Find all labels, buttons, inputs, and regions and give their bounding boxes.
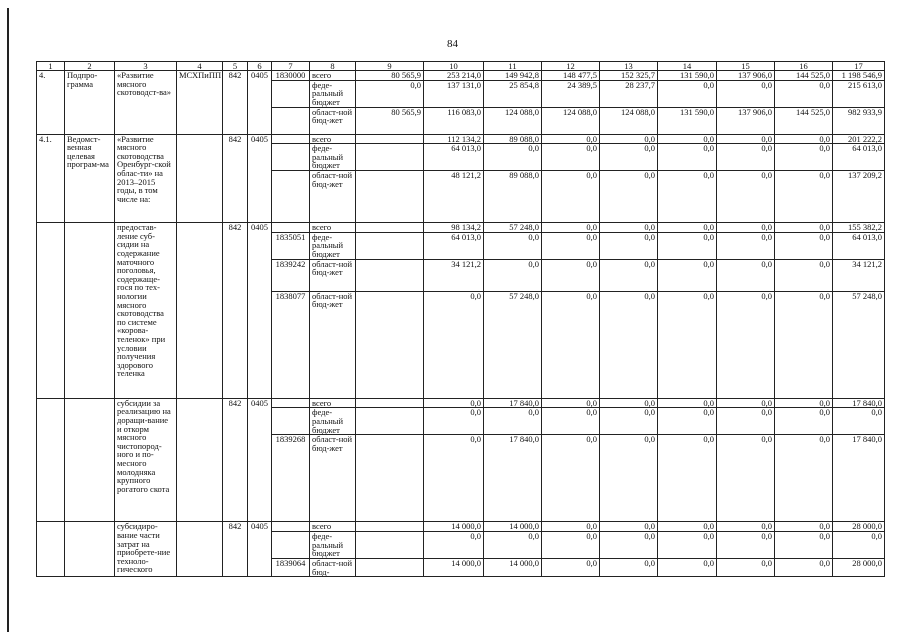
column-header: 15 — [717, 62, 775, 71]
amount-cell — [356, 522, 424, 532]
amount-cell: 0,0 — [775, 80, 833, 107]
amount-cell: 0,0 — [484, 259, 542, 291]
responsible-cell: МСХПиПП — [177, 71, 223, 135]
amount-cell: 0,0 — [600, 435, 658, 522]
amount-cell: 0,0 — [717, 522, 775, 532]
amount-cell: 0,0 — [775, 531, 833, 558]
amount-cell: 148 477,5 — [542, 71, 600, 81]
amount-cell: 17 840,0 — [833, 398, 885, 408]
program-type-cell — [65, 398, 115, 522]
amount-cell — [356, 558, 424, 576]
amount-cell: 0,0 — [775, 522, 833, 532]
column-header: 13 — [600, 62, 658, 71]
amount-cell: 0,0 — [775, 408, 833, 435]
amount-cell: 0,0 — [658, 531, 717, 558]
amount-cell: 0,0 — [775, 291, 833, 398]
column-header: 11 — [484, 62, 542, 71]
table-row — [37, 522, 885, 532]
column-header: 10 — [424, 62, 484, 71]
amount-cell: 0,0 — [717, 435, 775, 522]
funding-source-cell: всего — [310, 398, 356, 408]
amount-cell: 0,0 — [542, 291, 600, 398]
amount-cell — [356, 223, 424, 233]
amount-cell: 0,0 — [658, 522, 717, 532]
responsible-cell — [177, 398, 223, 522]
amount-cell: 57 248,0 — [833, 291, 885, 398]
amount-cell — [356, 398, 424, 408]
amount-cell: 0,0 — [600, 531, 658, 558]
amount-cell: 0,0 — [717, 558, 775, 576]
amount-cell: 0,0 — [600, 558, 658, 576]
amount-cell: 0,0 — [424, 398, 484, 408]
table-row — [37, 223, 885, 233]
amount-cell: 0,0 — [717, 144, 775, 171]
amount-cell: 0,0 — [542, 435, 600, 522]
funding-source-cell: всего — [310, 522, 356, 532]
amount-cell: 17 840,0 — [833, 435, 885, 522]
funding-source-cell: всего — [310, 71, 356, 81]
amount-cell: 982 933,9 — [833, 107, 885, 134]
page-number: 84 — [447, 38, 458, 50]
column-header: 7 — [272, 62, 310, 71]
amount-cell: 0,0 — [833, 408, 885, 435]
amount-cell: 0,0 — [542, 134, 600, 144]
amount-cell: 25 854,8 — [484, 80, 542, 107]
amount-cell: 0,0 — [775, 259, 833, 291]
amount-cell: 0,0 — [356, 80, 424, 107]
amount-cell: 152 325,7 — [600, 71, 658, 81]
amount-cell: 0,0 — [542, 522, 600, 532]
amount-cell: 0,0 — [833, 531, 885, 558]
program-name-cell: «Развитие мясного скотоводст-ва» — [115, 71, 177, 135]
row-number-cell — [37, 398, 65, 522]
amount-cell — [356, 232, 424, 259]
amount-cell: 0,0 — [600, 144, 658, 171]
amount-cell: 0,0 — [600, 408, 658, 435]
amount-cell: 14 000,0 — [424, 558, 484, 576]
target-article-cell: 1839268 — [272, 435, 310, 522]
amount-cell: 0,0 — [658, 408, 717, 435]
amount-cell: 0,0 — [600, 134, 658, 144]
funding-source-cell: област-ной бюд-жет — [310, 291, 356, 398]
amount-cell: 0,0 — [717, 134, 775, 144]
amount-cell: 0,0 — [600, 223, 658, 233]
amount-cell: 0,0 — [542, 232, 600, 259]
amount-cell: 0,0 — [424, 435, 484, 522]
funding-source-cell: феде-ральный бюджет — [310, 80, 356, 107]
amount-cell: 0,0 — [424, 291, 484, 398]
amount-cell: 0,0 — [775, 223, 833, 233]
amount-cell: 0,0 — [542, 398, 600, 408]
amount-cell: 112 134,2 — [424, 134, 484, 144]
grbs-code-cell: 842 — [223, 522, 248, 577]
funding-source-cell: област-ной бюд-жет — [310, 107, 356, 134]
amount-cell: 48 121,2 — [424, 171, 484, 223]
amount-cell — [356, 408, 424, 435]
amount-cell: 0,0 — [542, 531, 600, 558]
responsible-cell — [177, 223, 223, 399]
amount-cell: 80 565,9 — [356, 107, 424, 134]
amount-cell: 24 389,5 — [542, 80, 600, 107]
amount-cell: 64 013,0 — [424, 144, 484, 171]
amount-cell: 149 942,8 — [484, 71, 542, 81]
amount-cell: 0,0 — [658, 223, 717, 233]
amount-cell: 0,0 — [658, 171, 717, 223]
amount-cell: 0,0 — [717, 291, 775, 398]
amount-cell: 0,0 — [658, 144, 717, 171]
amount-cell: 17 840,0 — [484, 398, 542, 408]
funding-source-cell: област-ной бюд- — [310, 558, 356, 576]
amount-cell: 34 121,2 — [833, 259, 885, 291]
amount-cell: 0,0 — [424, 531, 484, 558]
amount-cell: 0,0 — [717, 408, 775, 435]
amount-cell: 215 613,0 — [833, 80, 885, 107]
section-code-cell: 0405 — [248, 522, 272, 577]
amount-cell: 137 209,2 — [833, 171, 885, 223]
table-row — [37, 71, 885, 81]
section-code-cell: 0405 — [248, 71, 272, 135]
responsible-cell — [177, 522, 223, 577]
amount-cell: 0,0 — [717, 259, 775, 291]
row-number-cell — [37, 223, 65, 399]
row-number-cell: 4.1. — [37, 134, 65, 223]
section-code-cell: 0405 — [248, 223, 272, 399]
program-name-cell: «Развитие мясного скотоводства Оренбург-ской облас-ти» на 2013–2015 годы, в том числе на: — [115, 134, 177, 223]
target-article-cell: 1838077 — [272, 291, 310, 398]
amount-cell: 0,0 — [775, 144, 833, 171]
amount-cell: 0,0 — [542, 259, 600, 291]
amount-cell: 137 906,0 — [717, 107, 775, 134]
amount-cell: 0,0 — [600, 171, 658, 223]
amount-cell: 0,0 — [717, 223, 775, 233]
amount-cell: 0,0 — [600, 522, 658, 532]
grbs-code-cell: 842 — [223, 223, 248, 399]
amount-cell: 0,0 — [542, 171, 600, 223]
target-article-cell — [272, 522, 310, 532]
amount-cell: 0,0 — [542, 223, 600, 233]
section-code-cell: 0405 — [248, 398, 272, 522]
column-number-row — [37, 62, 885, 71]
program-name-cell: субсидии за реализацию на доращи-вание и откорм мясного чистопород-ного и по-месного молодняка крупного рогатого скота — [115, 398, 177, 522]
amount-cell: 89 088,0 — [484, 171, 542, 223]
table-body — [37, 71, 885, 577]
target-article-cell: 1839242 — [272, 259, 310, 291]
column-header: 5 — [223, 62, 248, 71]
amount-cell: 0,0 — [424, 408, 484, 435]
amount-cell: 14 000,0 — [484, 558, 542, 576]
target-article-cell — [272, 223, 310, 233]
amount-cell: 0,0 — [775, 134, 833, 144]
amount-cell: 17 840,0 — [484, 435, 542, 522]
amount-cell — [356, 144, 424, 171]
amount-cell: 116 083,0 — [424, 107, 484, 134]
amount-cell: 0,0 — [658, 435, 717, 522]
amount-cell: 0,0 — [717, 171, 775, 223]
row-number-cell: 4. — [37, 71, 65, 135]
target-article-cell — [272, 80, 310, 107]
amount-cell: 80 565,9 — [356, 71, 424, 81]
section-code-cell: 0405 — [248, 134, 272, 223]
amount-cell: 0,0 — [658, 558, 717, 576]
program-name-cell: предостав-ление суб-сидии на содержание маточного поголовья, содержаще-гося по тех-нологии мясного скотоводства по системе «корова-теленок» при условии получения здорового теленка — [115, 223, 177, 399]
funding-source-cell: област-ной бюд-жет — [310, 259, 356, 291]
amount-cell: 0,0 — [717, 232, 775, 259]
grbs-code-cell: 842 — [223, 134, 248, 223]
grbs-code-cell: 842 — [223, 398, 248, 522]
amount-cell: 14 000,0 — [424, 522, 484, 532]
amount-cell: 0,0 — [775, 398, 833, 408]
amount-cell — [356, 435, 424, 522]
amount-cell: 0,0 — [775, 171, 833, 223]
amount-cell: 89 088,0 — [484, 134, 542, 144]
amount-cell: 0,0 — [717, 80, 775, 107]
column-header: 4 — [177, 62, 223, 71]
funding-source-cell: феде-ральный бюджет — [310, 408, 356, 435]
amount-cell: 0,0 — [717, 398, 775, 408]
column-header: 12 — [542, 62, 600, 71]
amount-cell: 0,0 — [484, 408, 542, 435]
amount-cell: 144 525,0 — [775, 71, 833, 81]
amount-cell: 155 382,2 — [833, 223, 885, 233]
funding-source-cell: всего — [310, 223, 356, 233]
amount-cell: 0,0 — [600, 291, 658, 398]
amount-cell: 0,0 — [775, 232, 833, 259]
amount-cell: 64 013,0 — [833, 232, 885, 259]
column-header: 2 — [65, 62, 115, 71]
amount-cell: 0,0 — [658, 398, 717, 408]
amount-cell: 124 088,0 — [542, 107, 600, 134]
column-header: 1 — [37, 62, 65, 71]
grbs-code-cell: 842 — [223, 71, 248, 135]
amount-cell: 0,0 — [484, 232, 542, 259]
amount-cell: 57 248,0 — [484, 223, 542, 233]
column-header: 8 — [310, 62, 356, 71]
amount-cell: 64 013,0 — [424, 232, 484, 259]
responsible-cell — [177, 134, 223, 223]
amount-cell: 34 121,2 — [424, 259, 484, 291]
target-article-cell — [272, 107, 310, 134]
amount-cell: 28 237,7 — [600, 80, 658, 107]
amount-cell: 0,0 — [717, 531, 775, 558]
amount-cell — [356, 171, 424, 223]
amount-cell: 0,0 — [484, 531, 542, 558]
amount-cell: 0,0 — [775, 558, 833, 576]
column-header: 17 — [833, 62, 885, 71]
amount-cell: 131 590,0 — [658, 107, 717, 134]
column-header: 9 — [356, 62, 424, 71]
amount-cell: 0,0 — [542, 144, 600, 171]
amount-cell: 0,0 — [658, 232, 717, 259]
amount-cell: 0,0 — [542, 408, 600, 435]
table-row — [37, 398, 885, 408]
amount-cell: 201 222,2 — [833, 134, 885, 144]
program-type-cell — [65, 522, 115, 577]
target-article-cell: 1839064 — [272, 558, 310, 576]
amount-cell: 1 198 546,9 — [833, 71, 885, 81]
column-header: 3 — [115, 62, 177, 71]
target-article-cell: 1830000 — [272, 71, 310, 81]
funding-source-cell: област-ной бюд-жет — [310, 171, 356, 223]
amount-cell: 64 013,0 — [833, 144, 885, 171]
amount-cell: 0,0 — [658, 134, 717, 144]
amount-cell: 253 214,0 — [424, 71, 484, 81]
target-article-cell — [272, 171, 310, 223]
amount-cell: 137 131,0 — [424, 80, 484, 107]
amount-cell: 14 000,0 — [484, 522, 542, 532]
amount-cell: 0,0 — [600, 259, 658, 291]
funding-source-cell: област-ной бюд-жет — [310, 435, 356, 522]
amount-cell: 0,0 — [484, 144, 542, 171]
target-article-cell — [272, 398, 310, 408]
amount-cell: 124 088,0 — [600, 107, 658, 134]
row-number-cell — [37, 522, 65, 577]
amount-cell: 28 000,0 — [833, 558, 885, 576]
target-article-cell: 1835051 — [272, 232, 310, 259]
target-article-cell — [272, 144, 310, 171]
amount-cell: 0,0 — [600, 398, 658, 408]
column-header: 16 — [775, 62, 833, 71]
amount-cell: 0,0 — [658, 259, 717, 291]
table-row — [37, 134, 885, 144]
amount-cell: 0,0 — [658, 291, 717, 398]
amount-cell: 131 590,0 — [658, 71, 717, 81]
amount-cell — [356, 259, 424, 291]
amount-cell — [356, 291, 424, 398]
funding-source-cell: феде-ральный бюджет — [310, 144, 356, 171]
column-header: 6 — [248, 62, 272, 71]
amount-cell — [356, 531, 424, 558]
column-header: 14 — [658, 62, 717, 71]
program-name-cell: субсидиро-вание части затрат на приобрете-ние техноло-гического — [115, 522, 177, 577]
funding-source-cell: феде-ральный бюджет — [310, 232, 356, 259]
funding-source-cell: феде-ральный бюджет — [310, 531, 356, 558]
amount-cell: 57 248,0 — [484, 291, 542, 398]
amount-cell: 98 134,2 — [424, 223, 484, 233]
target-article-cell — [272, 134, 310, 144]
amount-cell: 137 906,0 — [717, 71, 775, 81]
page-edge-bar — [7, 8, 9, 632]
budget-table — [36, 61, 885, 577]
amount-cell: 144 525,0 — [775, 107, 833, 134]
amount-cell: 124 088,0 — [484, 107, 542, 134]
amount-cell: 0,0 — [542, 558, 600, 576]
program-type-cell: Подпро-грамма — [65, 71, 115, 135]
target-article-cell — [272, 531, 310, 558]
funding-source-cell: всего — [310, 134, 356, 144]
amount-cell: 0,0 — [600, 232, 658, 259]
amount-cell: 0,0 — [775, 435, 833, 522]
program-type-cell: Ведомст-венная целевая програм-ма — [65, 134, 115, 223]
program-type-cell — [65, 223, 115, 399]
amount-cell: 28 000,0 — [833, 522, 885, 532]
target-article-cell — [272, 408, 310, 435]
amount-cell — [356, 134, 424, 144]
amount-cell: 0,0 — [658, 80, 717, 107]
